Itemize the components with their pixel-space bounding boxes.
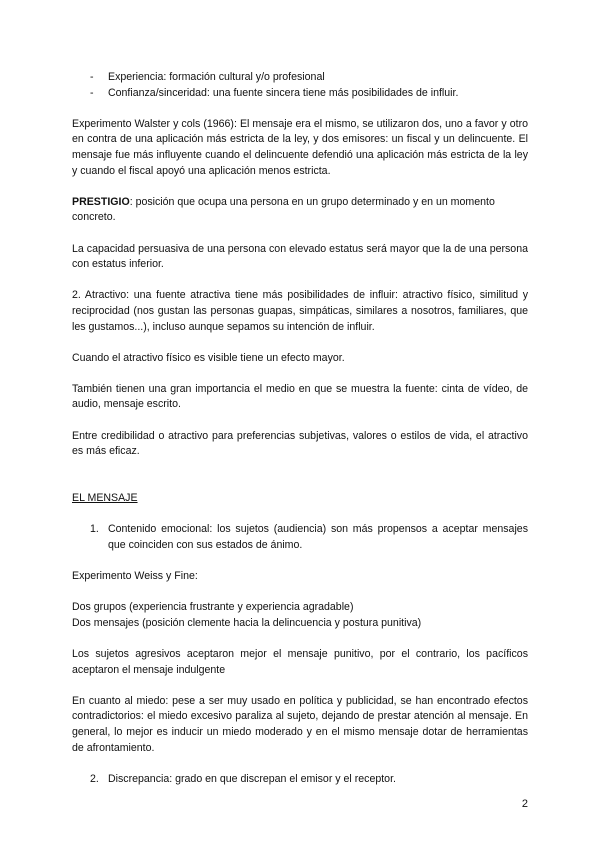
prestigio-paragraph xyxy=(72,195,528,226)
medio-paragraph: También tienen una gran importancia el medio en que se muestra la fuente: cinta de vídeo, de audio, mensaje escrito. xyxy=(72,382,528,411)
weiss-title: Experimento Weiss y Fine: xyxy=(72,570,198,582)
list-item xyxy=(72,86,528,102)
item-text: Contenido emocional: los sujetos (audiencia) son más propensos a aceptar mensajes que coinciden con sus estados de ánimo. xyxy=(108,523,528,551)
dash-bullet: - xyxy=(90,71,94,83)
walster-paragraph: Experimento Walster y cols (1966): El mensaje era el mismo, se utilizaron dos, uno a favor y otro en contra de una aplicación más estricta de la ley, y dos emisores: un fiscal y un delincuente. El mensaje fue más influyente cuando el delincuente defendió una aplicación más estricta de la ley y cuando el fiscal apoyó una aplicación menos estricta. xyxy=(72,117,528,177)
item-number: 2. xyxy=(90,772,99,785)
bullet-list xyxy=(72,70,528,101)
dash-bullet: - xyxy=(90,86,94,99)
miedo-paragraph: En cuanto al miedo: pese a ser muy usado en política y publicidad, se han encontrado efectos contradictorios: el miedo excesivo paraliza al sujeto, dejando de prestar atención al mensaje. En general, lo mejor es inducir un miedo moderado y en el mismo mensaje dotar de herramientas de afrontamiento. xyxy=(72,694,528,754)
prestigio-definition: : posición que ocupa una persona en un grupo determinado y en un momento concreto. xyxy=(72,195,495,224)
cuando-paragraph: Cuando el atractivo físico es visible tiene un efecto mayor. xyxy=(72,351,345,364)
item-number: 1. xyxy=(90,523,99,536)
numbered-item-2 xyxy=(72,772,528,788)
mensajes-line: Dos mensajes (posición clemente hacia la delincuencia y postura punitiva) xyxy=(72,616,422,629)
capacidad-paragraph: La capacidad persuasiva de una persona con elevado estatus será mayor que la de una persona con estatus inferior. xyxy=(72,242,528,271)
list-item xyxy=(72,70,528,86)
credibilidad-paragraph: Entre credibilidad o atractivo para preferencias subjetivas, valores o estilos de vida, el atractivo es más eficaz. xyxy=(72,429,528,458)
numbered-item-1 xyxy=(72,522,528,553)
agresivos-paragraph: Los sujetos agresivos aceptaron mejor el mensaje punitivo, por el contrario, los pacíficos aceptaron el mensaje indulgente xyxy=(72,647,528,676)
bullet-text: Confianza/sinceridad: una fuente sincera tiene más posibilidades de influir. xyxy=(108,86,459,99)
grupos-line: Dos grupos (experiencia frustrante y experiencia agradable) xyxy=(72,601,354,614)
document-body xyxy=(72,70,528,787)
page-number: 2 xyxy=(521,798,528,810)
bullet-text: Experiencia: formación cultural y/o profesional xyxy=(108,71,325,83)
atractivo-paragraph: 2. Atractivo: una fuente atractiva tiene más posibilidades de influir: atractivo físico, similitud y reciprocidad (nos gustan las personas guapas, simpáticas, similares a nosotros, familiares, que les gustamos...), incluso aunque sepamos su intención de influir. xyxy=(72,289,528,333)
section-heading: EL MENSAJE xyxy=(72,492,138,505)
prestigio-term: PRESTIGIO xyxy=(72,195,130,208)
item-text: Discrepancia: grado en que discrepan el emisor y el receptor. xyxy=(108,772,396,785)
